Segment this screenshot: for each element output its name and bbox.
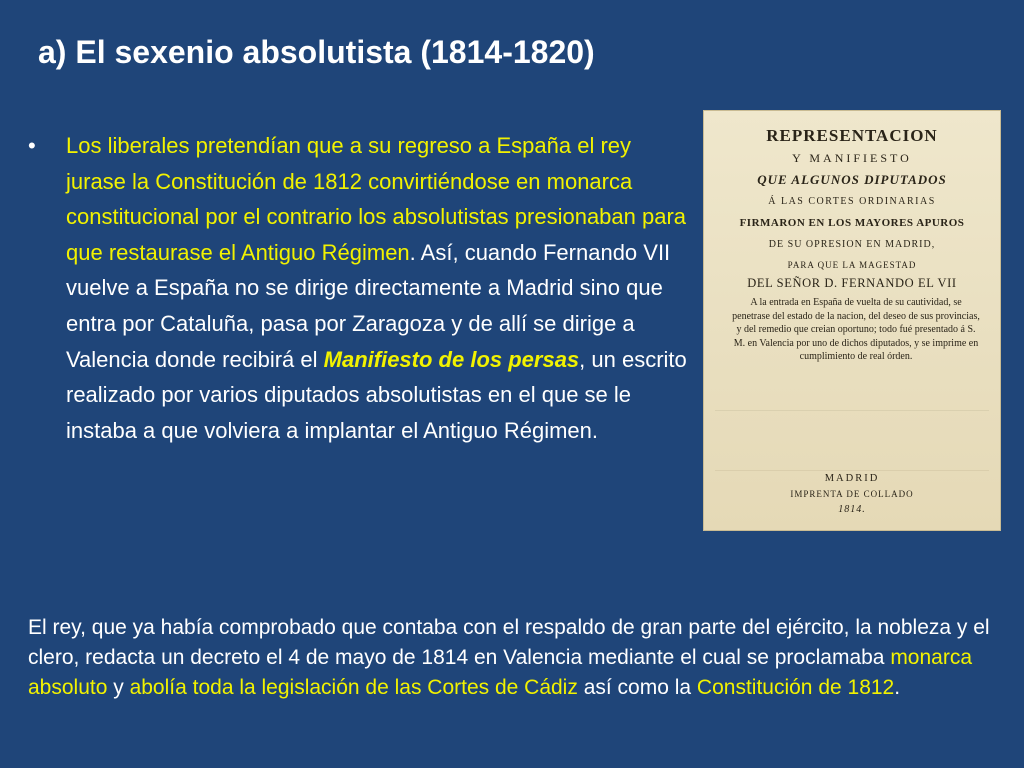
doc-line-8: DEL SEÑOR D. FERNANDO EL VII [747, 276, 957, 290]
paper-texture-line [715, 410, 989, 411]
para-text-1: El rey, que ya había comprobado que contaba con el respaldo de gran parte del ejército, la nobleza y el clero, redacta un decreto el 4 de mayo de 1814 en Valencia mediante el cual se proclamaba [28, 616, 990, 669]
para-text-4: . [894, 676, 901, 699]
bullet-item [28, 128, 693, 448]
doc-year: 1814. [838, 504, 866, 515]
slide-title: a) El sexenio absolutista (1814-1820) [38, 34, 595, 70]
bullet-marker: • [28, 133, 36, 158]
doc-body-text: A la entrada en España de vuelta de su cautividad, se penetrase del estado de la nacion, del deseo de sus provincias, y del remedio que creian oportuno; todo fué presentado á S. M. en Valencia por uno de dichos diputados, y se imprime en cumplimiento de real órden. [732, 297, 980, 362]
doc-line-4: Á LAS CORTES ORDINARIAS [768, 196, 936, 207]
para-highlight-abolia: abolía toda la legislación de las Cortes de Cádiz [129, 676, 578, 699]
closing-paragraph [28, 613, 1003, 703]
doc-line-7: PARA QUE LA MAGESTAD [787, 260, 917, 270]
doc-line-2: Y MANIFIESTO [792, 151, 912, 165]
para-highlight-monarca: monarca absoluto [28, 646, 973, 699]
bullet-text-fernando: . Así, cuando Fernando VII vuelve a España no se dirige directamente a Madrid sino que entra por Cataluña, pasa por Zaragoza y de allí se dirige a Valencia donde recibirá el [66, 239, 671, 372]
doc-line-6: DE SU OPRESION EN MADRID, [768, 239, 936, 250]
doc-line-5: FIRMARON EN LOS MAYORES APUROS [739, 217, 965, 229]
bullet-highlight-liberales: Los liberales pretendían que a su regreso a España el rey jurase la Constitución de 1812 convirtiéndose en monarca constitucional por el contrario los absolutistas presionaban para que restaurase el Antiguo Régimen [66, 133, 687, 265]
para-highlight-constitucion: Constitución de 1812 [696, 676, 895, 699]
doc-line-1: REPRESENTACION [766, 126, 938, 145]
bullet-emphasis-manifiesto: Manifiesto de los persas [323, 346, 580, 372]
para-text-3: así como la [577, 676, 697, 699]
bullet-text-escrito: , un escrito realizado por varios diputados absolutistas en el que se le instaba a que volviera a implantar el Antiguo Régimen. [66, 346, 687, 443]
bullet-text [66, 128, 693, 448]
doc-printer: IMPRENTA DE COLLADO [790, 489, 914, 499]
doc-city: MADRID [824, 473, 880, 484]
manifiesto-document-image [703, 110, 1001, 531]
doc-line-3: QUE ALGUNOS DIPUTADOS [757, 172, 947, 187]
para-text-2: y [107, 676, 130, 699]
paper-texture-line [715, 470, 989, 471]
